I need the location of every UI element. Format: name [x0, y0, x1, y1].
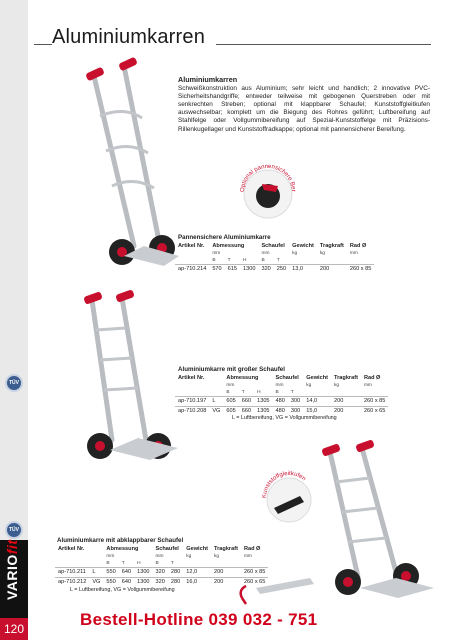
- col-header: Schaufel: [261, 242, 285, 249]
- section3-table: [55, 544, 268, 587]
- col-header: Artikel Nr.: [58, 545, 85, 552]
- table-cell: 1300: [134, 567, 152, 577]
- table-cell: L: [209, 396, 223, 406]
- col-header: Tragkraft: [214, 545, 238, 552]
- tuev-seal-icon: [5, 374, 23, 392]
- unit-cell: mm: [226, 383, 235, 388]
- title-rule-left: [34, 44, 52, 45]
- col-header: Rad Ø: [243, 545, 261, 552]
- dim-cell: T: [121, 560, 125, 566]
- tuev-seal-label: TÜV: [9, 380, 19, 386]
- dim-cell: B: [261, 257, 265, 263]
- table-cell: 320: [153, 577, 168, 587]
- col-header: Abmessung: [106, 545, 139, 552]
- table-cell: 1305: [254, 396, 272, 406]
- curved-callout-label-2: Kunststoffgleitkufen: [261, 470, 307, 499]
- col-header: Abmessung: [226, 374, 259, 381]
- table-cell: 15,0: [303, 406, 331, 416]
- dim-cell: T: [276, 257, 280, 263]
- unit-cell: mm: [212, 251, 221, 256]
- col-header: Gewicht: [306, 374, 328, 381]
- table-cell: 13,0: [289, 264, 317, 274]
- table-cell: 280: [168, 577, 183, 587]
- section1-table: [175, 241, 374, 274]
- intro-body: Schweißkonstruktion aus Aluminium; sehr leicht und handlich; 2 innovative PVC-Sicherheitshandgriffe; entweder teilweise mit gebogenen Querstreben oder mit senkrechten Streben; optional mit klappbarer Schaufel; Kunststoffgleitkufen auswechselbar; komplett um die Biegung des Rohres geführt; Luftbereifung auf Stahlfelge oder Vollgummibereifung auf Spezial-Kunststoffelge mit Präzisions-Rillenkugellager und Kunststoffradkappe; optional mit pannensicherer Bereifung.: [178, 85, 430, 133]
- col-header: Rad Ø: [363, 374, 381, 381]
- col-header: Abmessung: [212, 242, 245, 249]
- table-cell: 320: [258, 264, 273, 274]
- table-cell: 200: [331, 396, 361, 406]
- dim-cell: H: [257, 389, 261, 395]
- table-cell: 200: [211, 567, 241, 577]
- tuev-seal-label: TÜV: [9, 527, 19, 533]
- order-hotline: Bestell-Hotline 039 032 - 751: [80, 610, 318, 629]
- table-cell: ap-710.211: [55, 567, 89, 577]
- table-cell: L: [89, 567, 103, 577]
- unit-cell: mm: [275, 383, 284, 388]
- col-header: Schaufel: [275, 374, 299, 381]
- unit-cell: [55, 553, 89, 560]
- brand-name-suffix: fit: [4, 539, 20, 555]
- section2-legend: L = Luftbereifung, VG = Vollgummibereifung: [232, 415, 337, 421]
- table-row: [55, 577, 268, 587]
- table-cell: 14,0: [303, 396, 331, 406]
- unit-cell: [175, 250, 209, 257]
- table-cell: 660: [239, 396, 254, 406]
- unit-cell: mm: [155, 554, 164, 559]
- dim-cell: H: [137, 560, 141, 566]
- dim-cell: B: [275, 389, 279, 395]
- table-cell: 480: [273, 406, 288, 416]
- col-header: Schaufel: [155, 545, 179, 552]
- table-cell: 16,0: [183, 577, 211, 587]
- table-cell: 260 x 85: [361, 396, 388, 406]
- col-header: Artikel Nr.: [178, 242, 205, 249]
- hand-truck-image-3: [300, 442, 440, 612]
- dim-cell: T: [170, 560, 174, 566]
- table-cell: 550: [103, 577, 118, 587]
- table-cell: 1305: [254, 406, 272, 416]
- table-cell: 200: [317, 264, 347, 274]
- table-cell: 280: [168, 567, 183, 577]
- section2-caption: Aluminiumkarre mit großer Schaufel: [178, 366, 285, 373]
- table-cell: 640: [119, 577, 134, 587]
- col-header: Tragkraft: [334, 374, 358, 381]
- table-cell: 250: [274, 264, 289, 274]
- unit-cell: mm: [261, 251, 270, 256]
- table-cell: 260 x 65: [361, 406, 388, 416]
- table-cell: 605: [223, 406, 238, 416]
- table-cell: 615: [225, 264, 240, 274]
- unit-cell: mm: [106, 554, 115, 559]
- unit-cell: kg: [306, 383, 312, 388]
- table-row: [175, 396, 388, 406]
- table-cell: 550: [103, 567, 118, 577]
- title-rule-right: [216, 44, 431, 45]
- unit-cell: mm: [349, 251, 358, 256]
- table-cell: 12,0: [183, 567, 211, 577]
- table-cell: 260 x 85: [241, 567, 268, 577]
- table-cell: 605: [223, 396, 238, 406]
- intro-text-block: [178, 76, 430, 134]
- table-cell: ap-710.197: [175, 396, 209, 406]
- table-cell: VG: [89, 577, 103, 587]
- dim-cell: B: [226, 389, 230, 395]
- table-cell: 200: [211, 577, 241, 587]
- section2-table: [175, 373, 388, 416]
- brand-name-main: VARIO: [4, 554, 20, 600]
- col-header: Tragkraft: [319, 242, 344, 249]
- dim-cell: T: [241, 389, 245, 395]
- table-cell: 260 x 85: [347, 264, 374, 274]
- tuev-seal-icon: [5, 521, 23, 539]
- table-cell: 200: [331, 406, 361, 416]
- table-cell: 1300: [240, 264, 258, 274]
- curved-callout-label-1: Optional pannensichere Bereifung: [230, 158, 297, 193]
- table-cell: 300: [288, 406, 303, 416]
- unit-cell: mm: [243, 554, 252, 559]
- table-cell: ap-710.212: [55, 577, 89, 587]
- table-cell: ap-710.214: [175, 264, 209, 274]
- section3-caption: Aluminiumkarre mit abklappbarer Schaufel: [57, 537, 184, 544]
- table-cell: 480: [273, 396, 288, 406]
- unit-cell: kg: [186, 554, 192, 559]
- brand-name: [4, 539, 20, 600]
- dim-cell: B: [212, 257, 216, 263]
- page-title: Aluminiumkarren: [52, 26, 206, 48]
- dim-cell: T: [290, 389, 294, 395]
- col-header: Gewicht: [292, 242, 314, 249]
- unit-cell: kg: [292, 251, 298, 256]
- table-cell: 660: [239, 406, 254, 416]
- section3-legend: L = Luftbereifung, VG = Vollgummibereifung: [70, 587, 175, 593]
- table-cell: 300: [288, 396, 303, 406]
- col-header: Gewicht: [186, 545, 208, 552]
- table-cell: VG: [209, 406, 223, 416]
- table-cell: 260 x 65: [241, 577, 268, 587]
- table-cell: 640: [119, 567, 134, 577]
- unit-cell: mm: [363, 383, 372, 388]
- left-brand-strip: [0, 0, 28, 640]
- unit-cell: [175, 382, 209, 389]
- table-cell: 320: [153, 567, 168, 577]
- dim-cell: B: [106, 560, 110, 566]
- section1-caption: Pannensichere Aluminiumkarre: [178, 234, 271, 241]
- table-cell: ap-710.208: [175, 406, 209, 416]
- tyre-detail-inset: [230, 158, 302, 222]
- col-header: Artikel Nr.: [178, 374, 205, 381]
- table-row: [55, 567, 268, 577]
- unit-cell: kg: [319, 251, 325, 256]
- col-header: Rad Ø: [349, 242, 367, 249]
- unit-cell: kg: [214, 554, 220, 559]
- dim-cell: B: [155, 560, 159, 566]
- hand-truck-image-2: [60, 290, 180, 470]
- table-row: [175, 264, 374, 274]
- table-cell: 570: [209, 264, 224, 274]
- table-cell: 1300: [134, 577, 152, 587]
- dim-cell: T: [227, 257, 231, 263]
- intro-heading: Aluminiumkarren: [178, 75, 238, 84]
- unit-cell: kg: [334, 383, 340, 388]
- dim-cell: H: [243, 257, 247, 263]
- hand-truck-image-1: [64, 56, 184, 276]
- page-number: 120: [0, 618, 28, 640]
